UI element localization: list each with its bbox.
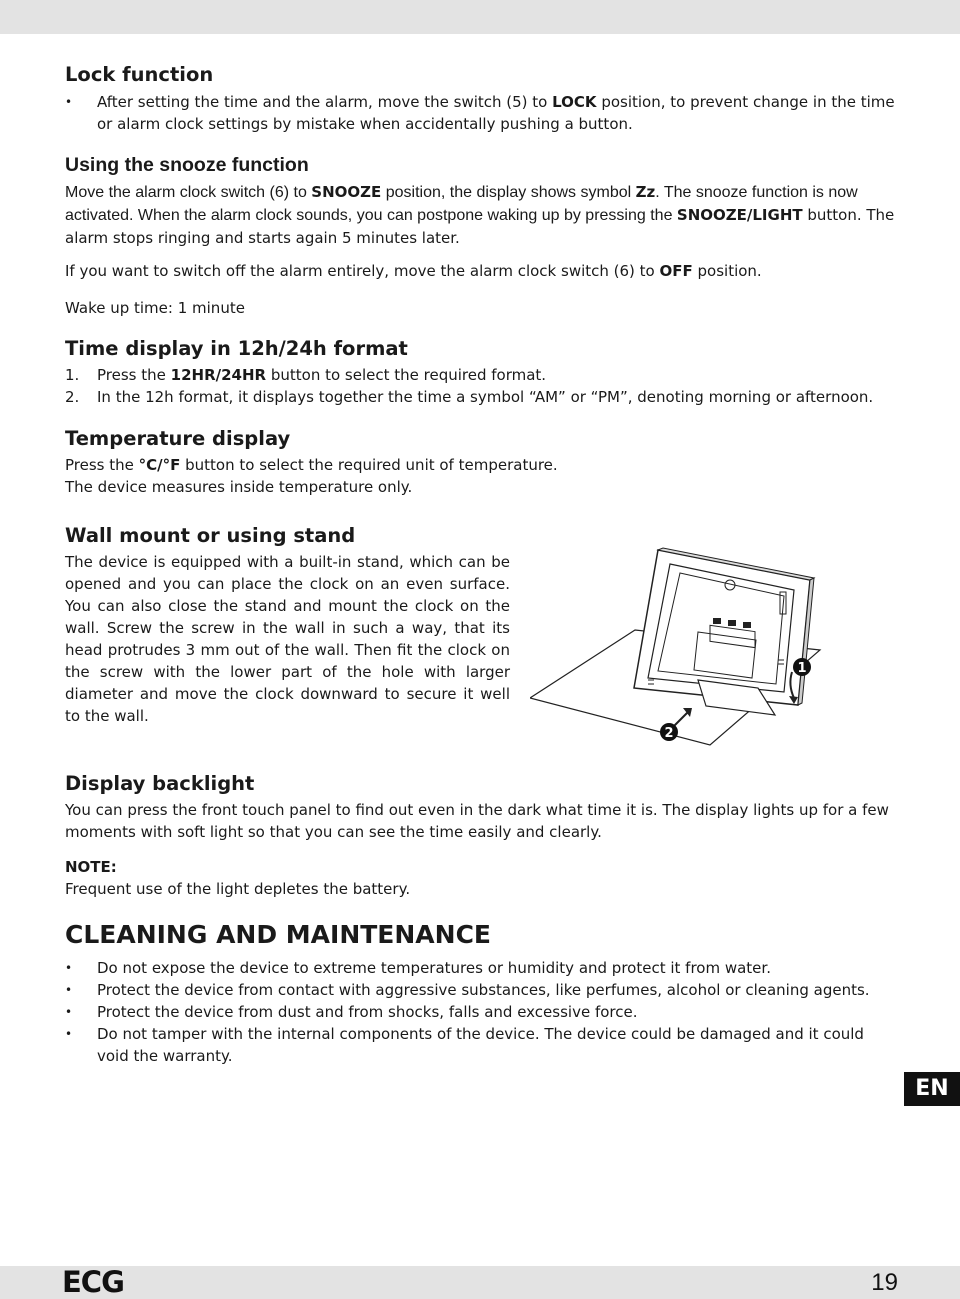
note-label: NOTE:	[65, 858, 117, 876]
wall-mount-paragraph: The device is equipped with a built-in stand, which can be opened and you can place the clock on an even surface. You can also close the stand and mount the clock on the wall. Screw the screw in the wall in such a way, that its head protrudes 3 mm out of the wall. Then fit the clock on the screw with the lower part of the hole with larger diameter and move the clock downward to secure it well to the wall.	[65, 553, 510, 725]
temperature-line-2: The device measures inside temperature only.	[65, 478, 413, 496]
list-item: 2. In the 12h format, it displays together the time a symbol “AM” or “PM”, denoting morning or afternoon.	[65, 388, 874, 406]
list-item: • Protect the device from dust and from shocks, falls and excessive force.	[65, 1001, 897, 1023]
marker-2	[660, 723, 678, 741]
list-item: 1. Press the 12HR/24HR button to select the required format.	[65, 366, 547, 384]
cleaning-heading: CLEANING AND MAINTENANCE	[65, 920, 492, 949]
wall-mount-heading: Wall mount or using stand	[65, 524, 356, 547]
list-item: • After setting the time and the alarm, move the switch (5) to LOCK position, to prevent change in the time or alarm clock settings by mistake when accidentally pushing a button.	[65, 91, 897, 135]
header-bar	[0, 0, 960, 34]
lock-function-list	[65, 91, 897, 135]
footer-bar	[0, 1266, 960, 1299]
wall-mount-illustration	[530, 540, 830, 750]
list-item: • Protect the device from contact with aggressive substances, like perfumes, alcohol or cleaning agents.	[65, 979, 897, 1001]
page-number: 19	[871, 1269, 898, 1296]
temperature-heading: Temperature display	[65, 427, 291, 450]
ecg-logo: ECG	[62, 1265, 124, 1299]
cleaning-list	[65, 957, 897, 1067]
snooze-paragraph: Move the alarm clock switch (6) to SNOOZE position, the display shows symbol Zz. The snooze function is now activated. When the alarm clock sounds, you can postpone waking up by pressing the SNOOZE/LIGHT button. The alarm stops ringing and starts again 5 minutes later.	[65, 183, 895, 247]
list-item: • Do not tamper with the internal components of the device. The device could be damaged and it could void the warranty.	[65, 1023, 897, 1067]
language-badge: EN	[904, 1072, 960, 1106]
backlight-paragraph: You can press the front touch panel to find out even in the dark what time it is. The display lights up for a few moments with soft light so that you can see the time easily and clearly.	[65, 801, 889, 841]
time-format-list	[65, 364, 905, 408]
temperature-line-1: Press the °C/°F button to select the required unit of temperature.	[65, 456, 558, 474]
list-item: • Do not expose the device to extreme temperatures or humidity and protect it from water.	[65, 957, 897, 979]
svg-text:2: 2	[664, 726, 674, 741]
marker-1	[793, 658, 811, 676]
backlight-heading: Display backlight	[65, 772, 255, 795]
lock-function-heading: Lock function	[65, 63, 214, 86]
time-format-heading: Time display in 12h/24h format	[65, 337, 408, 360]
wake-up-time: Wake up time: 1 minute	[65, 299, 245, 317]
snooze-off-paragraph: If you want to switch off the alarm entirely, move the alarm clock switch (6) to OFF position.	[65, 262, 762, 280]
snooze-heading: Using the snooze function	[65, 154, 309, 176]
svg-text:1: 1	[797, 661, 807, 676]
note-text: Frequent use of the light depletes the battery.	[65, 880, 411, 898]
